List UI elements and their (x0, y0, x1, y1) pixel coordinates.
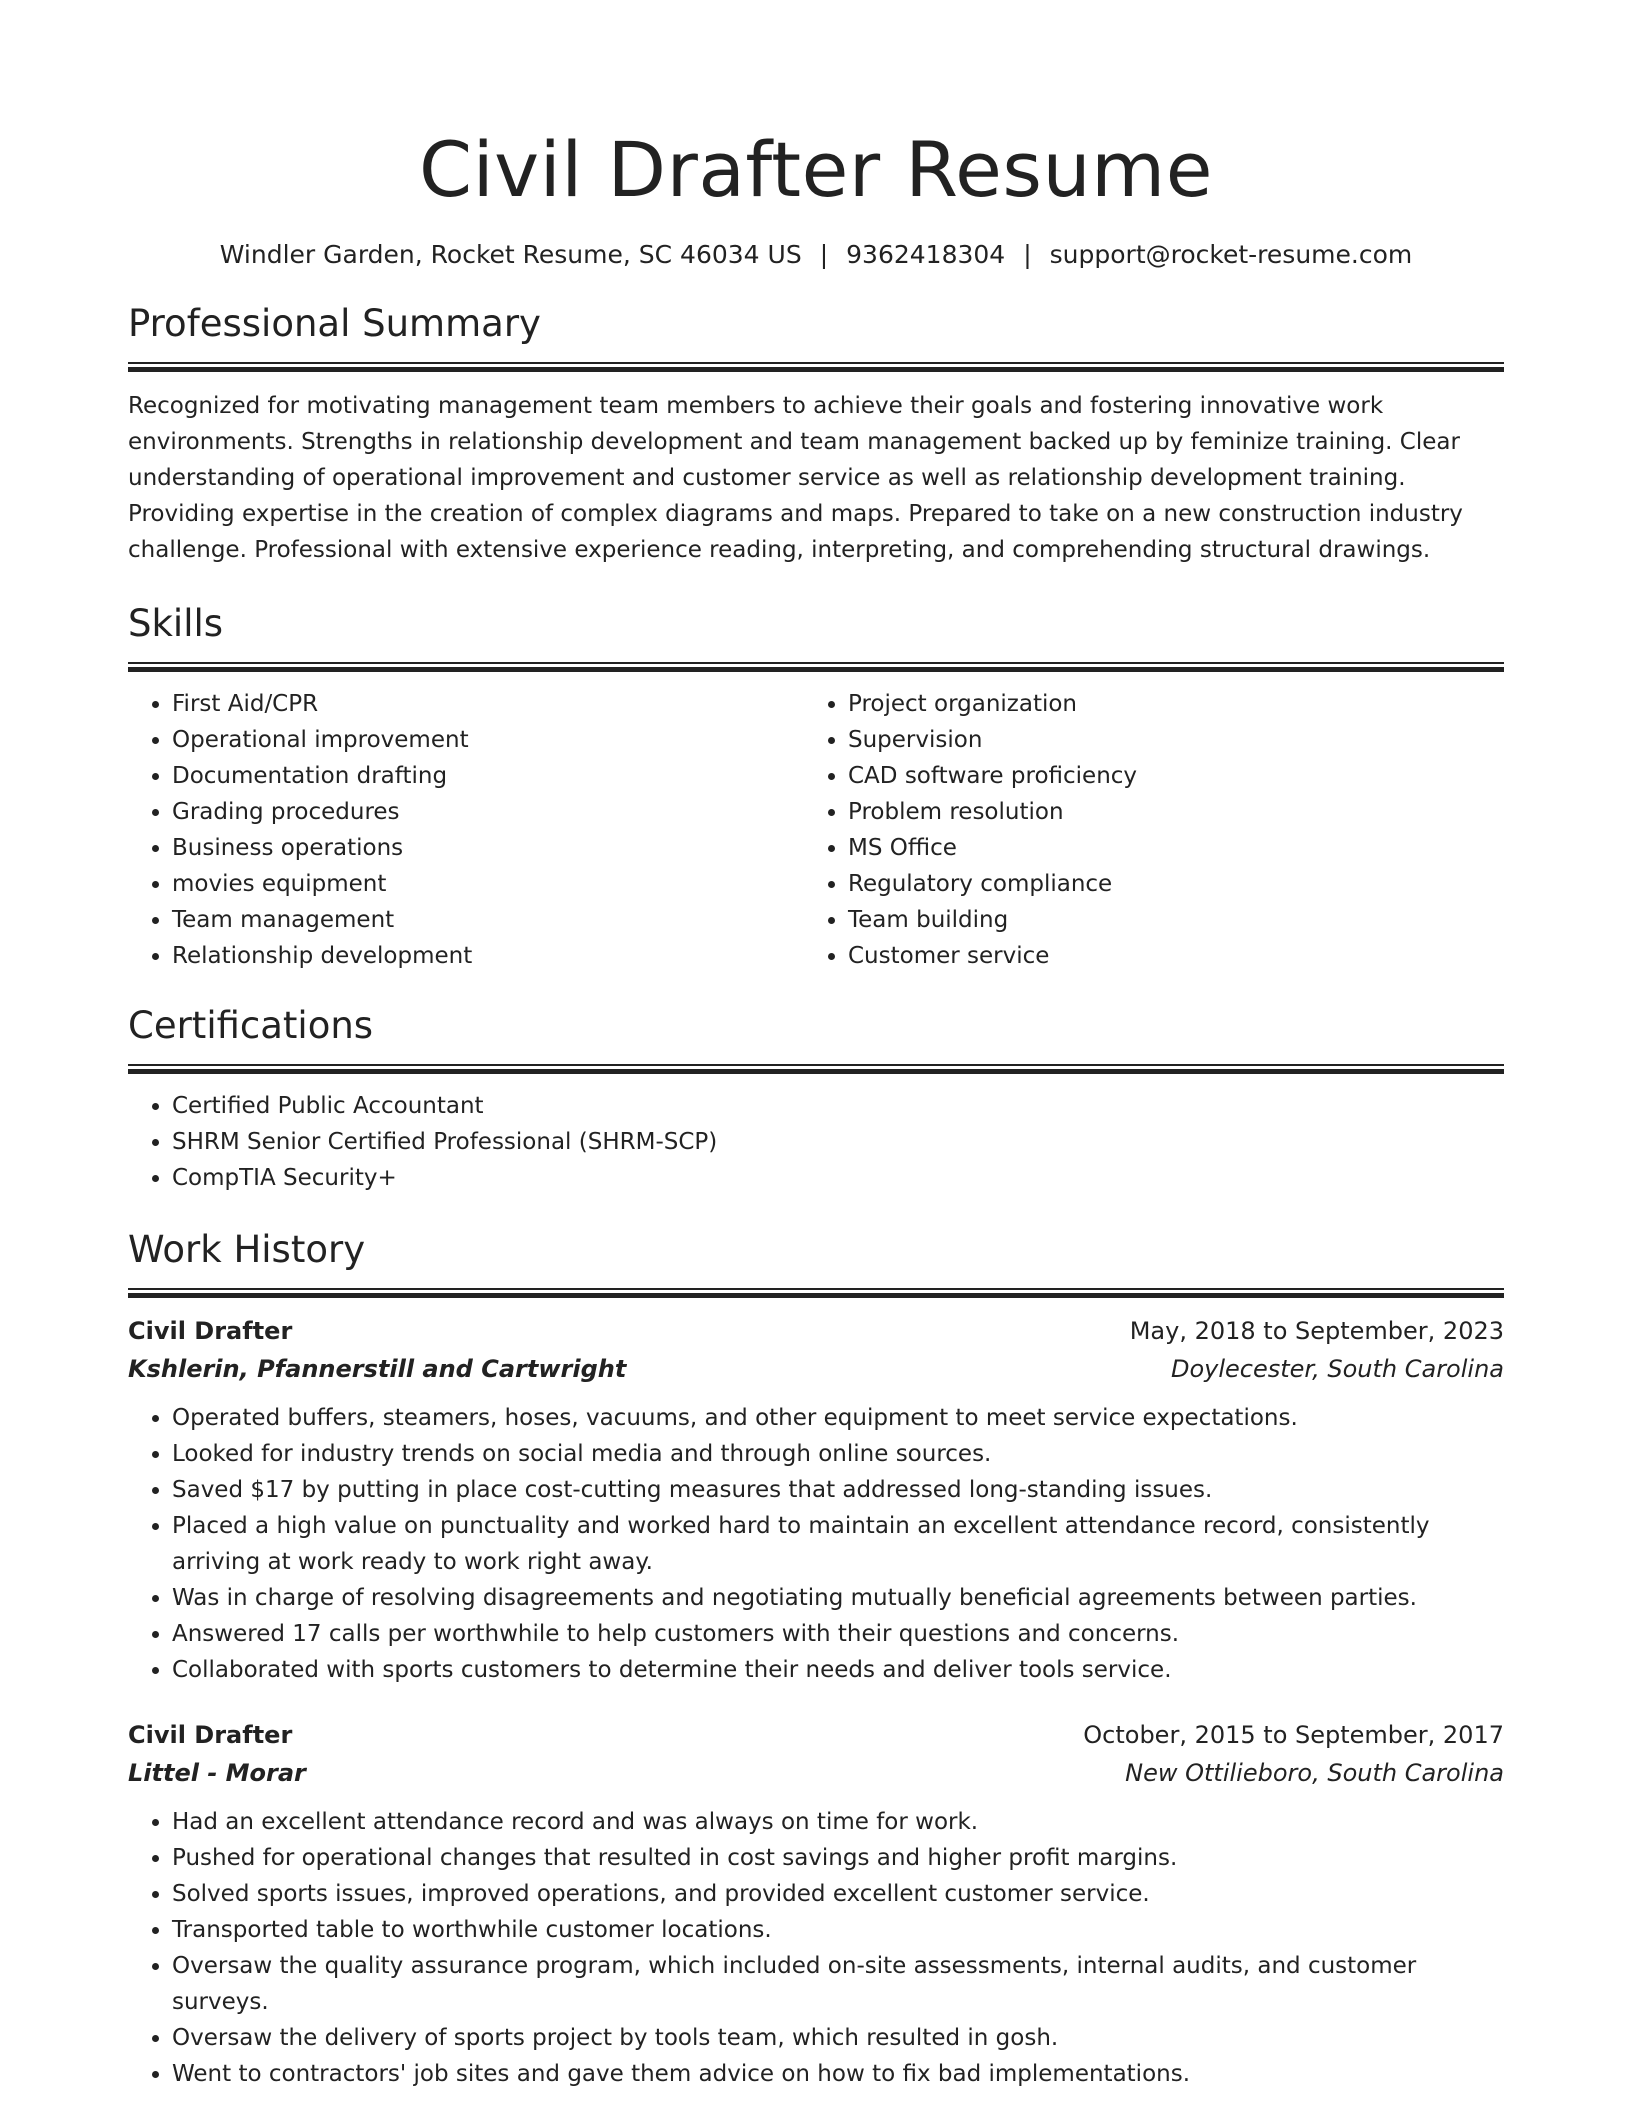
skill-item: • Relationship development (172, 938, 804, 974)
job-company: Littel - Morar (128, 1759, 306, 1787)
resume-page (128, 120, 1504, 2092)
skills-column-left (128, 686, 804, 974)
skill-item: • Operational improvement (172, 722, 804, 758)
skill-item: • movies equipment (172, 866, 804, 902)
skill-item: • Team management (172, 902, 804, 938)
job-title: Civil Drafter (128, 1721, 293, 1749)
work-history-heading: Work History (128, 1228, 366, 1271)
job-bullet: • Placed a high value on punctuality and worked hard to maintain an excellent attendance record, consistently arriving at work ready to work right away. (172, 1508, 1504, 1580)
section-divider (128, 1064, 1504, 1074)
skill-item: • CAD software proficiency (848, 758, 1480, 794)
skill-item: • Business operations (172, 830, 804, 866)
skill-item: • Regulatory compliance (848, 866, 1480, 902)
contact-line (128, 238, 1504, 272)
skill-item: • MS Office (848, 830, 1480, 866)
job-dates: October, 2015 to September, 2017 (1083, 1721, 1504, 1749)
certifications-section (128, 1002, 1504, 1196)
skill-item: • Grading procedures (172, 794, 804, 830)
work-history-section (128, 1226, 1504, 2092)
skill-item: • First Aid/CPR (172, 686, 804, 722)
contact-separator: | (819, 240, 829, 269)
skill-item: • Documentation drafting (172, 758, 804, 794)
summary-heading: Professional Summary (128, 302, 541, 345)
summary-text: Recognized for motivating management team members to achieve their goals and fostering innovative work environments. Strengths in relationship development and team management backed up by feminize training. Clear understanding of operational improvement and customer service as well as relationship development training. Providing expertise in the creation of complex diagrams and maps. Prepared to take on a new construction industry challenge. Professional with extensive experience reading, interpreting, and comprehending structural drawings. (128, 393, 1463, 563)
skill-item: • Customer service (848, 938, 1480, 974)
section-divider (128, 1288, 1504, 1298)
job-bullet: • Had an excellent attendance record and was always on time for work. (172, 1804, 1504, 1840)
job-bullet: • Looked for industry trends on social media and through online sources. (172, 1436, 1504, 1472)
contact-email: support@rocket-resume.com (1049, 240, 1413, 269)
resume-title: Civil Drafter Resume (419, 125, 1213, 214)
contact-address: Windler Garden, Rocket Resume, SC 46034 US (219, 240, 802, 269)
skills-section (128, 600, 1504, 974)
job-bullet: • Saved $17 by putting in place cost-cutting measures that addressed long-standing issues. (172, 1472, 1504, 1508)
job-bullet: • Oversaw the quality assurance program, which included on-site assessments, internal audits, and customer surveys. (172, 1948, 1504, 2020)
job-location: Doylecester, South Carolina (1170, 1355, 1504, 1383)
job-bullet: • Went to contractors' job sites and gave them advice on how to fix bad implementations. (172, 2056, 1504, 2092)
job-location: New Ottilieboro, South Carolina (1125, 1759, 1504, 1787)
job-title: Civil Drafter (128, 1317, 293, 1345)
skill-item: • Problem resolution (848, 794, 1480, 830)
section-divider (128, 362, 1504, 372)
certification-item: • CompTIA Security+ (172, 1160, 1504, 1196)
job-company: Kshlerin, Pfannerstill and Cartwright (128, 1355, 627, 1383)
job-entry (128, 1312, 1504, 1688)
section-divider (128, 662, 1504, 672)
summary-section (128, 300, 1504, 568)
contact-separator: | (1023, 240, 1032, 269)
certification-item: • Certified Public Accountant (172, 1088, 1504, 1124)
job-entry (128, 1716, 1504, 2092)
skill-item: • Supervision (848, 722, 1480, 758)
skills-columns (128, 686, 1504, 974)
skills-heading: Skills (128, 602, 224, 645)
skills-column-right (804, 686, 1480, 974)
certification-item: • SHRM Senior Certified Professional (SHRM-SCP) (172, 1124, 1504, 1160)
contact-phone: 9362418304 (846, 240, 1006, 269)
job-bullet: • Pushed for operational changes that resulted in cost savings and higher profit margins. (172, 1840, 1504, 1876)
job-bullet: • Collaborated with sports customers to determine their needs and deliver tools service. (172, 1652, 1504, 1688)
job-dates: May, 2018 to September, 2023 (1129, 1317, 1504, 1345)
job-bullet: • Answered 17 calls per worthwhile to help customers with their questions and concerns. (172, 1616, 1504, 1652)
job-bullet: • Solved sports issues, improved operations, and provided excellent customer service. (172, 1876, 1504, 1912)
job-bullet: • Operated buffers, steamers, hoses, vacuums, and other equipment to meet service expectations. (172, 1400, 1504, 1436)
job-bullet: • Was in charge of resolving disagreements and negotiating mutually beneficial agreements between parties. (172, 1580, 1504, 1616)
skill-item: • Team building (848, 902, 1480, 938)
skill-item: • Project organization (848, 686, 1480, 722)
job-bullet: • Oversaw the delivery of sports project by tools team, which resulted in gosh. (172, 2020, 1504, 2056)
certifications-heading: Certifications (128, 1004, 374, 1047)
job-bullet: • Transported table to worthwhile customer locations. (172, 1912, 1504, 1948)
